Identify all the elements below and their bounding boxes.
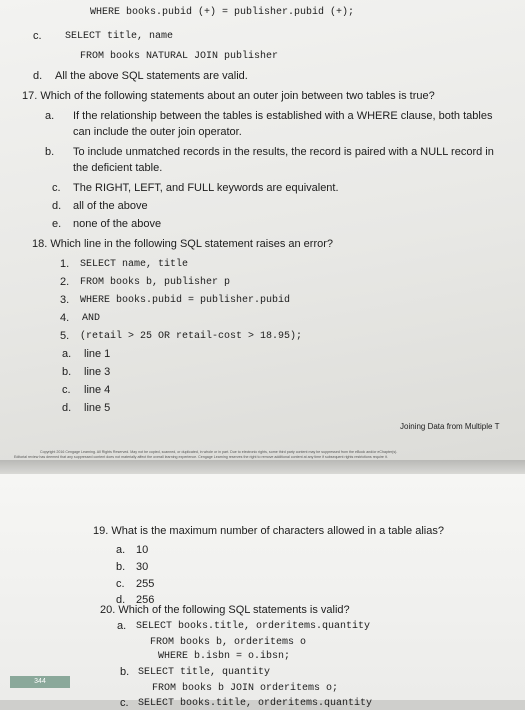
page1-text-line: All the above SQL statements are valid.	[55, 70, 248, 82]
page-number: 344	[10, 676, 70, 688]
page2-text-line: 30	[136, 561, 149, 573]
page2-text-line: b.	[120, 666, 130, 678]
page1-text-line: The RIGHT, LEFT, and FULL keywords are equivalent.	[73, 182, 339, 194]
page1-text-line: WHERE books.pubid = publisher.pubid	[80, 295, 291, 306]
page1-text-line: FROM books b, publisher p	[80, 277, 231, 288]
page1-text-line: line 4	[84, 384, 111, 396]
copyright-line-2: Editorial review has deemed that any suppressed content does not materially affect the overall learning experience. Cengage Learning reserves the right to remove additional content at any time if subsequent rights restrictions require it.	[14, 455, 388, 459]
page1-text-line: 2.	[60, 276, 70, 288]
page1-text-line: 1.	[60, 258, 70, 270]
page1-text-line: can include the outer join operator.	[73, 126, 242, 138]
page1-text-line: 17. Which of the following statements about an outer join between two tables is true?	[22, 90, 435, 102]
page1-text-line: c.	[62, 384, 71, 396]
page2-text-line: a.	[116, 544, 126, 556]
page1-text-line: line 1	[84, 348, 111, 360]
page2-text-line: SELECT books.title, orderitems.quantity	[138, 698, 373, 709]
page1-text-line: d.	[62, 402, 72, 414]
page1-text-line: SELECT name, title	[80, 259, 189, 270]
page1-text-line: all of the above	[73, 200, 148, 212]
page1-text-line: c.	[33, 30, 42, 42]
page1-text-line: c.	[52, 182, 61, 194]
page-gap	[0, 460, 525, 474]
page1-text-line: AND	[82, 313, 101, 324]
page2-text-line: b.	[116, 561, 126, 573]
page1-text-line: a.	[62, 348, 72, 360]
running-header: Joining Data from Multiple T	[400, 422, 500, 431]
page2-text-line: SELECT books.title, orderitems.quantity	[136, 621, 371, 632]
page1-text-line: FROM books NATURAL JOIN publisher	[80, 51, 279, 62]
page2-text-line: 10	[136, 544, 149, 556]
page1-text-line: line 3	[84, 366, 111, 378]
page1-text-line: line 5	[84, 402, 111, 414]
page1-text-line: SELECT title, name	[65, 31, 174, 42]
page1-text-line: 3.	[60, 294, 70, 306]
page1-text-line: e.	[52, 218, 62, 230]
copyright-line-1: Copyright 2016 Cengage Learning. All Rights Reserved. May not be copied, scanned, or duplicated, in whole or in part. Due to electronic rights, some third party content may be suppressed from the eBook and/or eChapter(s).	[40, 450, 398, 454]
page2-text-line: FROM books b, orderitems o	[150, 637, 307, 648]
page1-text-line: 5.	[60, 330, 70, 342]
page2-text-line: c.	[120, 697, 129, 709]
page1-text-line: none of the above	[73, 218, 162, 230]
page1-text-line: a.	[45, 110, 55, 122]
page1-text-line: d.	[33, 70, 43, 82]
page1-text-line: b.	[45, 146, 55, 158]
page2-text-line: 20. Which of the following SQL statements is valid?	[100, 604, 350, 616]
page1-text-line: WHERE books.pubid (+) = publisher.pubid (+);	[90, 7, 355, 18]
page2-text-line: 255	[136, 578, 155, 590]
page2-text-line: d.	[116, 594, 126, 606]
page2-text-line: FROM books b JOIN orderitems o;	[152, 683, 339, 694]
page2-text-line: SELECT title, quantity	[138, 667, 271, 678]
page2-text-line: c.	[116, 578, 125, 590]
page1-text-line: 18. Which line in the following SQL statement raises an error?	[32, 238, 334, 250]
page2-text-line: 19. What is the maximum number of characters allowed in a table alias?	[93, 525, 444, 537]
page1-text-line: the deficient table.	[73, 162, 163, 174]
page2-text-line: 256	[136, 594, 155, 606]
page2-text-line: WHERE b.isbn = o.ibsn;	[158, 651, 291, 662]
page2-text-line: a.	[117, 620, 127, 632]
page1-text-line: (retail > 25 OR retail-cost > 18.95);	[80, 331, 303, 342]
page1-text-line: If the relationship between the tables is established with a WHERE clause, both tables	[73, 110, 493, 122]
page1-text-line: 4.	[60, 312, 70, 324]
page1-text-line: d.	[52, 200, 62, 212]
page1-text-line: b.	[62, 366, 72, 378]
page1-text-line: To include unmatched records in the results, the record is paired with a NULL record in	[73, 146, 494, 158]
